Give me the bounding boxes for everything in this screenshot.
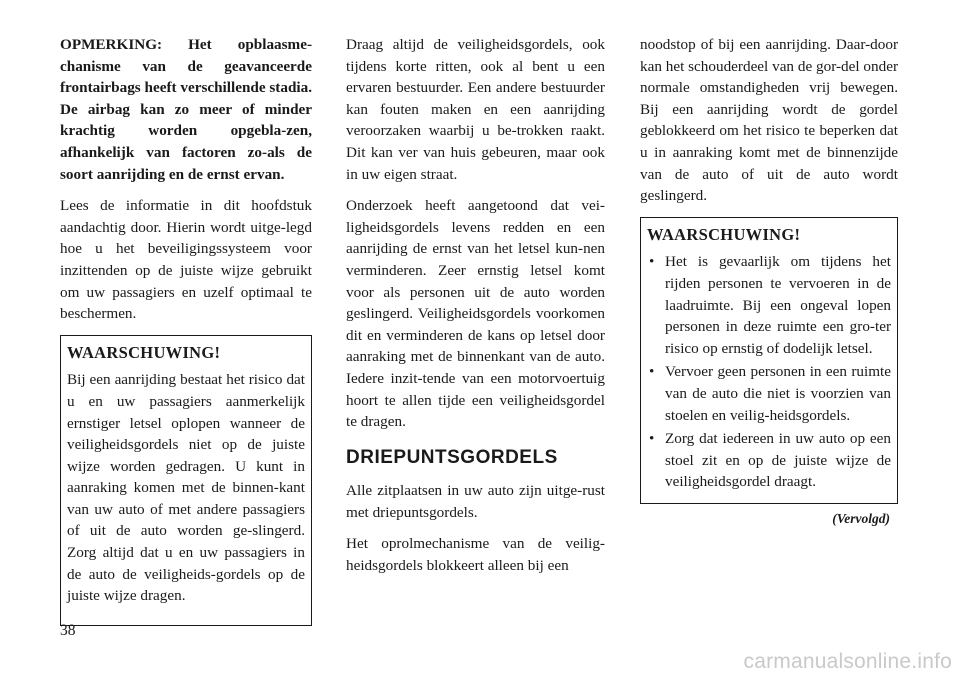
warning-item-text: Zorg dat iedereen in uw auto op een stoel zit en op de juiste wijze de veiligheidsgordel draagt. bbox=[665, 430, 891, 491]
warning-list-item bbox=[647, 428, 891, 493]
column-middle bbox=[346, 34, 605, 587]
warning-item-text: Vervoer geen personen in een ruimte van de auto die niet is voorzien van stoelen en veilig-heidsgordels. bbox=[665, 363, 891, 424]
warning-list-item bbox=[647, 361, 891, 426]
paragraph-retractor: Het oprolmechanisme van de veilig-heidsgordels blokkeert alleen bij een bbox=[346, 535, 605, 575]
paragraph-emergency-stop: noodstop of bij een aanrijding. Daar-door kan het schouderdeel van de gor-del onder normale omstandigheden vrij bewegen. Bij een aanrijding wordt de gordel geblokkeerd om het risico te beperken dat u in aanraking komt met de binnenzijde van de auto of uit de auto wordt geslingerd. bbox=[640, 36, 898, 205]
paragraph-research: Onderzoek heeft aangetoond dat vei-ligheidsgordels levens redden en een aanrijding de ernst van het letsel kun-nen verminderen. Zeer ernstig letsel komt voor als personen uit de auto worden geslingerd. Veiligheidsgordels voorkomen dit en verminderen de kans op letsel door aanraking met de binnenkant van de auto. Iedere inzit-tende van een motorvoertuig hoort te allen tijde een veiligheidsgordel te dragen. bbox=[346, 197, 605, 431]
site-watermark: carmanualsonline.info bbox=[743, 650, 952, 673]
warning-box-cargo bbox=[640, 217, 898, 504]
warning-list-item bbox=[647, 251, 891, 359]
warning-list bbox=[647, 251, 891, 493]
warning-title: WAARSCHUWING! bbox=[647, 224, 801, 244]
column-left bbox=[60, 34, 312, 626]
continued-label: (Vervolgd) bbox=[832, 510, 890, 526]
warning-text: Bij een aanrijding bestaat het risico dat u en uw passagiers aanmerkelijk ernstiger letsel oplopen wanneer de veiligheidsgordels niet op de juiste wijze worden gedragen. U kunt in aanraking komen met de binnen-kant van uw auto of met andere passagiers of uit de auto worden ge-slingerd. Zorg altijd dat u en uw passagiers in de auto de veiligheids-gordels op de juiste wijze dragen. bbox=[67, 371, 305, 605]
intro-paragraph: Lees de informatie in dit hoofdstuk aandachtig door. Hierin wordt uitge-legd hoe u het beveiligingssysteem voor inzittenden op de juiste wijze gebruikt om uw passagiers en uzelf optimaal te beschermen. bbox=[60, 197, 312, 323]
page-number: 38 bbox=[60, 622, 76, 639]
airbag-note: OPMERKING: Het opblaasme-chanisme van de geavanceerde frontairbags heeft verschillende stadia. De airbag kan zo meer of minder krachtig worden opgebla-zen, afhankelijk van factoren zo-als de soort aanrijding en de ernst ervan. bbox=[60, 36, 312, 183]
column-right bbox=[640, 34, 898, 529]
bullet-icon: • bbox=[649, 253, 655, 271]
warning-box-seatbelts bbox=[60, 335, 312, 626]
warning-title: WAARSCHUWING! bbox=[67, 342, 221, 362]
paragraph-always-wear: Draag altijd de veiligheidsgordels, ook tijdens korte ritten, ook al bent u een ervaren bestuurder. Een andere bestuurder kan fouten maken en een aanrijding veroorzaken waarbij u be-trokken raakt. Dit kan ver van huis gebeuren, maar ook in uw eigen straat. bbox=[346, 36, 605, 183]
bullet-icon: • bbox=[649, 363, 655, 381]
paragraph-three-point: Alle zitplaatsen in uw auto zijn uitge-rust met driepuntsgordels. bbox=[346, 482, 605, 521]
warning-item-text: Het is gevaarlijk om tijdens het rijden personen te vervoeren in de laadruimte. Bij een ongeval lopen personen in deze ruimte een gro-ter risico op ernstig of dodelijk letsel. bbox=[665, 253, 891, 357]
bullet-icon: • bbox=[649, 430, 655, 448]
section-heading: DRIEPUNTSGORDELS bbox=[346, 446, 558, 468]
